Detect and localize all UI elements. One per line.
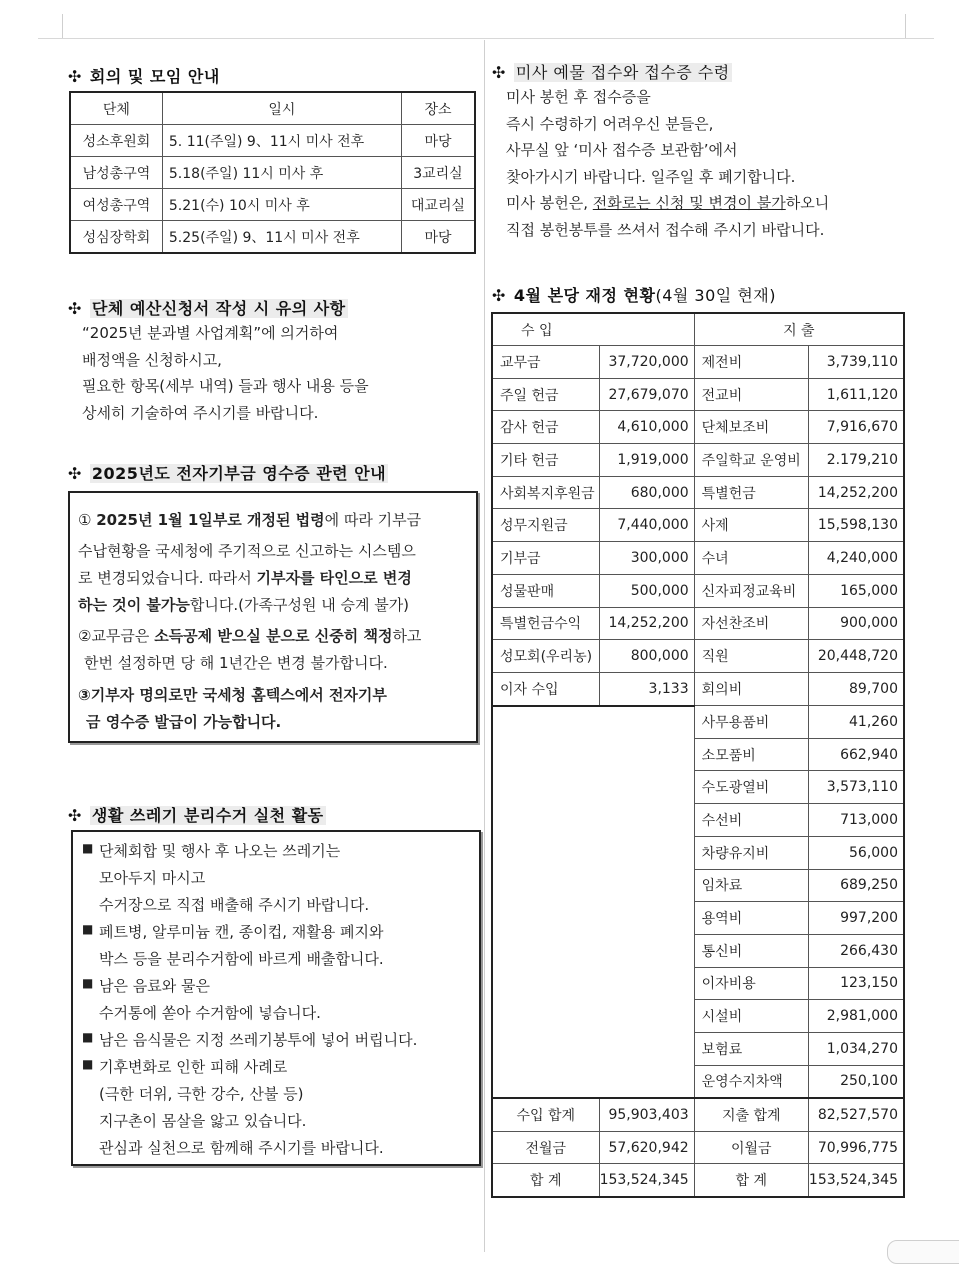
table-row: [70, 157, 475, 189]
expense-item-cell: 사무용품비: [694, 706, 808, 739]
bullet-icon: ■: [82, 922, 94, 936]
place-cell: 마당: [401, 221, 475, 254]
expense-amount-cell: 1,611,120: [808, 378, 904, 411]
expense-amount-cell: 89,700: [808, 672, 904, 705]
totals-row: [492, 1131, 904, 1164]
income-amount-cell: 800,000: [599, 640, 694, 673]
meeting-section-title: ✣ 회의 및 모임 안내: [68, 67, 220, 86]
table-row: [492, 640, 904, 673]
table-header-cell: 일시: [162, 92, 401, 125]
table-header-cell: 단체: [70, 92, 162, 125]
trash-line: 수거통에 쏟아 수거함에 넣습니다.: [99, 1004, 321, 1022]
expense-amount-cell: 997,200: [808, 902, 904, 935]
expense-item-cell: 단체보조비: [694, 411, 808, 444]
income-item-cell: 성무지원금: [492, 509, 599, 542]
receipt-line: 수납현황을 국세청에 주기적으로 신고하는 시스템으: [78, 542, 416, 560]
table-row: [492, 378, 904, 411]
expense-amount-cell: 7,916,670: [808, 411, 904, 444]
expense-amount-cell: 3,739,110: [808, 346, 904, 379]
income-amount-cell: 3,133: [599, 672, 694, 705]
receipt-line: 한번 설정하면 당 해 1년간은 변경 불가합니다.: [84, 654, 388, 672]
trash-line: 모아두지 마시고: [99, 869, 206, 887]
table-header-row: [70, 92, 475, 125]
mass-line: 미사 봉헌은, 전화로는 신청 및 변경이 불가하오니: [506, 194, 830, 212]
income-item-cell: 사회복지후원금: [492, 476, 599, 509]
datetime-cell: 5.21(수) 10시 미사 후: [162, 189, 401, 221]
receipt-section-title: ✣ 2025년도 전자기부금 영수증 관련 안내: [68, 464, 387, 483]
income-amount-cell: 27,679,070: [599, 378, 694, 411]
expense-item-cell: 시설비: [694, 1000, 808, 1033]
expense-item-cell: 신자피정교육비: [694, 574, 808, 607]
budget-line: 필요한 항목(세부 내역) 들과 행사 내용 등을: [82, 377, 369, 395]
meeting-table: [69, 91, 476, 254]
table-row: [492, 706, 904, 739]
trash-line: 관심과 실천으로 함께해 주시기를 바랍니다.: [99, 1139, 384, 1157]
income-item-cell: 감사 헌금: [492, 411, 599, 444]
income-item-cell: 성모회(우리농): [492, 640, 599, 673]
expense-amount-cell: 266,430: [808, 934, 904, 967]
section-mark-icon: ✣: [68, 806, 82, 825]
finance-section-title: ✣ 4월 본당 재정 현황(4월 30일 현재): [492, 286, 776, 305]
bullet-icon: ■: [82, 976, 94, 990]
mass-line: 직접 봉헌봉투를 쓰셔서 접수해 주시기 바랍니다.: [506, 220, 825, 239]
trash-line: 지구촌이 몸살을 앓고 있습니다.: [99, 1112, 307, 1130]
income-item-cell: 기부금: [492, 542, 599, 575]
trash-line: 페트병, 알루미늄 캔, 종이컵, 재활용 폐지와: [99, 923, 384, 941]
receipt-line: ① 2025년 1월 1일부로 개정된 법령에 따라 기부금: [78, 511, 422, 529]
table-header-cell: 장소: [401, 92, 475, 125]
budget-notes: [82, 320, 369, 426]
income-item-cell: 주일 헌금: [492, 378, 599, 411]
expense-item-cell: 직원: [694, 640, 808, 673]
table-row: [492, 542, 904, 575]
receipt-line: 로 변경되었습니다. 따라서 기부자를 타인으로 변경: [78, 569, 412, 587]
mass-line: 미사 봉헌 후 접수증을: [506, 88, 651, 106]
section-mark-icon: ✣: [68, 67, 82, 86]
totals-amount-cell: 153,524,345: [599, 1164, 694, 1197]
income-item-cell: 교무금: [492, 346, 599, 379]
place-cell: 대교리실: [401, 189, 475, 221]
totals-amount-cell: 57,620,942: [599, 1131, 694, 1164]
totals-row: [492, 1098, 904, 1131]
table-row: [492, 574, 904, 607]
mass-section-title: ✣ 미사 예물 접수와 접수증 수령: [492, 63, 730, 82]
expense-amount-cell: 689,250: [808, 869, 904, 902]
mass-line: 즉시 수령하기 어려우신 분들은,: [506, 114, 714, 133]
budget-line: 상세히 기술하여 주시기를 바랍니다.: [82, 403, 319, 422]
income-amount-cell: 300,000: [599, 542, 694, 575]
section-mark-icon: ✣: [68, 299, 82, 318]
table-header-row: [492, 313, 904, 346]
expense-item-cell: 전교비: [694, 378, 808, 411]
receipt-line: ②교무금은 소득공제 받으실 분으로 신중히 책정하고: [78, 627, 422, 645]
totals-amount-cell: 82,527,570: [808, 1098, 904, 1131]
bullet-icon: ■: [82, 841, 94, 855]
expense-amount-cell: 1,034,270: [808, 1032, 904, 1065]
totals-label-cell: 합 계: [694, 1164, 808, 1197]
group-cell: 남성총구역: [70, 157, 162, 189]
group-cell: 성심장학회: [70, 221, 162, 254]
expense-item-cell: 수선비: [694, 804, 808, 837]
table-row: [492, 346, 904, 379]
expense-amount-cell: 713,000: [808, 804, 904, 837]
trash-line: 남은 음료와 물은: [99, 977, 210, 995]
table-row: [492, 509, 904, 542]
group-cell: 여성총구역: [70, 189, 162, 221]
income-header: 수 입: [492, 313, 694, 346]
income-amount-cell: 14,252,200: [599, 607, 694, 640]
expense-item-cell: 제전비: [694, 346, 808, 379]
expense-item-cell: 소모품비: [694, 738, 808, 771]
expense-amount-cell: 3,573,110: [808, 771, 904, 804]
table-row: [70, 189, 475, 221]
expense-item-cell: 운영수지차액: [694, 1065, 808, 1098]
expense-amount-cell: 14,252,200: [808, 476, 904, 509]
receipt-line: 하는 것이 불가능합니다.(가족구성원 내 승계 불가): [78, 596, 410, 614]
expense-item-cell: 보험료: [694, 1032, 808, 1065]
page-corner-mark-left: [62, 14, 63, 38]
expense-amount-cell: 165,000: [808, 574, 904, 607]
mass-notes: [506, 84, 829, 243]
expense-amount-cell: 56,000: [808, 836, 904, 869]
totals-label-cell: 합 계: [492, 1164, 599, 1197]
income-item-cell: 이자 수입: [492, 672, 599, 705]
datetime-cell: 5.18(주일) 11시 미사 후: [162, 157, 401, 189]
receipt-line: 금 영수증 발급이 가능합니다.: [86, 713, 282, 731]
totals-label-cell: 지출 합계: [694, 1098, 808, 1131]
expense-amount-cell: 250,100: [808, 1065, 904, 1098]
expense-item-cell: 특별헌금: [694, 476, 808, 509]
budget-line: 배정액을 신청하시고,: [82, 350, 222, 369]
totals-label-cell: 전월금: [492, 1131, 599, 1164]
table-row: [492, 476, 904, 509]
group-cell: 성소후원회: [70, 125, 162, 157]
expense-amount-cell: 20,448,720: [808, 640, 904, 673]
expense-item-cell: 수도광열비: [694, 771, 808, 804]
totals-amount-cell: 153,524,345: [808, 1164, 904, 1197]
expense-item-cell: 자선찬조비: [694, 607, 808, 640]
mass-line: 찾아가시기 바랍니다. 일주일 후 폐기합니다.: [506, 167, 796, 186]
place-cell: 3교리실: [401, 157, 475, 189]
trash-line: 단체회합 및 행사 후 나오는 쓰레기는: [99, 842, 341, 860]
expense-amount-cell: 123,150: [808, 967, 904, 1000]
mass-line: 사무실 앞 ‘미사 접수증 보관함’에서: [506, 141, 738, 159]
table-row: [492, 411, 904, 444]
expense-amount-cell: 41,260: [808, 706, 904, 739]
income-item-cell: 기타 헌금: [492, 444, 599, 477]
bullet-icon: ■: [82, 1057, 94, 1071]
trash-line: 박스 등을 분리수거함에 바르게 배출합니다.: [99, 950, 384, 968]
expense-item-cell: 주일학교 운영비: [694, 444, 808, 477]
totals-row: [492, 1164, 904, 1197]
trash-section-title: ✣ 생활 쓰레기 분리수거 실천 활동: [68, 806, 324, 825]
income-empty-cell: [492, 706, 694, 1099]
income-item-cell: 특별헌금수익: [492, 607, 599, 640]
section-mark-icon: ✣: [492, 63, 506, 82]
trash-line: 수거장으로 직접 배출해 주시기 바랍니다.: [99, 896, 370, 914]
expense-item-cell: 회의비: [694, 672, 808, 705]
expense-item-cell: 통신비: [694, 934, 808, 967]
expense-header: 지 출: [694, 313, 904, 346]
finance-table: [491, 312, 905, 1198]
budget-section-title: ✣ 단체 예산신청서 작성 시 유의 사항: [68, 299, 346, 318]
totals-label-cell: 이월금: [694, 1131, 808, 1164]
page-top-rule: [38, 38, 934, 39]
expense-amount-cell: 4,240,000: [808, 542, 904, 575]
expense-amount-cell: 15,598,130: [808, 509, 904, 542]
expense-item-cell: 수녀: [694, 542, 808, 575]
expense-item-cell: 용역비: [694, 902, 808, 935]
finance-table-body: [492, 313, 904, 1197]
income-amount-cell: 7,440,000: [599, 509, 694, 542]
page-corner-mark-right: [905, 14, 906, 38]
totals-amount-cell: 70,996,775: [808, 1131, 904, 1164]
section-mark-icon: ✣: [492, 286, 506, 305]
totals-label-cell: 수입 합계: [492, 1098, 599, 1131]
expense-amount-cell: 2.179,210: [808, 444, 904, 477]
scroll-widget[interactable]: [887, 1240, 959, 1264]
expense-item-cell: 임차료: [694, 869, 808, 902]
table-row: [70, 221, 475, 254]
income-item-cell: 성물판매: [492, 574, 599, 607]
income-amount-cell: 500,000: [599, 574, 694, 607]
expense-item-cell: 사제: [694, 509, 808, 542]
place-cell: 마당: [401, 125, 475, 157]
table-row: [492, 444, 904, 477]
bullet-icon: ■: [82, 1030, 94, 1044]
budget-line: “2025년 분과별 사업계획”에 의거하여: [82, 324, 339, 342]
section-mark-icon: ✣: [68, 464, 82, 483]
expense-item-cell: 차량유지비: [694, 836, 808, 869]
income-amount-cell: 680,000: [599, 476, 694, 509]
trash-notice-box: [71, 830, 481, 1166]
receipt-notice-box: [68, 491, 478, 743]
income-amount-cell: 37,720,000: [599, 346, 694, 379]
totals-amount-cell: 95,903,403: [599, 1098, 694, 1131]
table-row: [492, 672, 904, 705]
datetime-cell: 5.25(주일) 9、11시 미사 전후: [162, 221, 401, 254]
receipt-line: ③기부자 명의로만 국세청 홈텍스에서 전자기부: [78, 686, 387, 704]
income-amount-cell: 1,919,000: [599, 444, 694, 477]
expense-amount-cell: 2,981,000: [808, 1000, 904, 1033]
column-divider: [484, 40, 485, 1252]
datetime-cell: 5. 11(주일) 9、11시 미사 전후: [162, 125, 401, 157]
table-row: [492, 607, 904, 640]
table-row: [70, 125, 475, 157]
expense-item-cell: 이자비용: [694, 967, 808, 1000]
trash-line: 남은 음식물은 지정 쓰레기봉투에 넣어 버립니다.: [99, 1031, 418, 1049]
trash-line: 기후변화로 인한 피해 사례로: [99, 1058, 288, 1076]
expense-amount-cell: 900,000: [808, 607, 904, 640]
trash-line: (극한 더위, 극한 강수, 산불 등): [99, 1085, 304, 1103]
income-amount-cell: 4,610,000: [599, 411, 694, 444]
expense-amount-cell: 662,940: [808, 738, 904, 771]
